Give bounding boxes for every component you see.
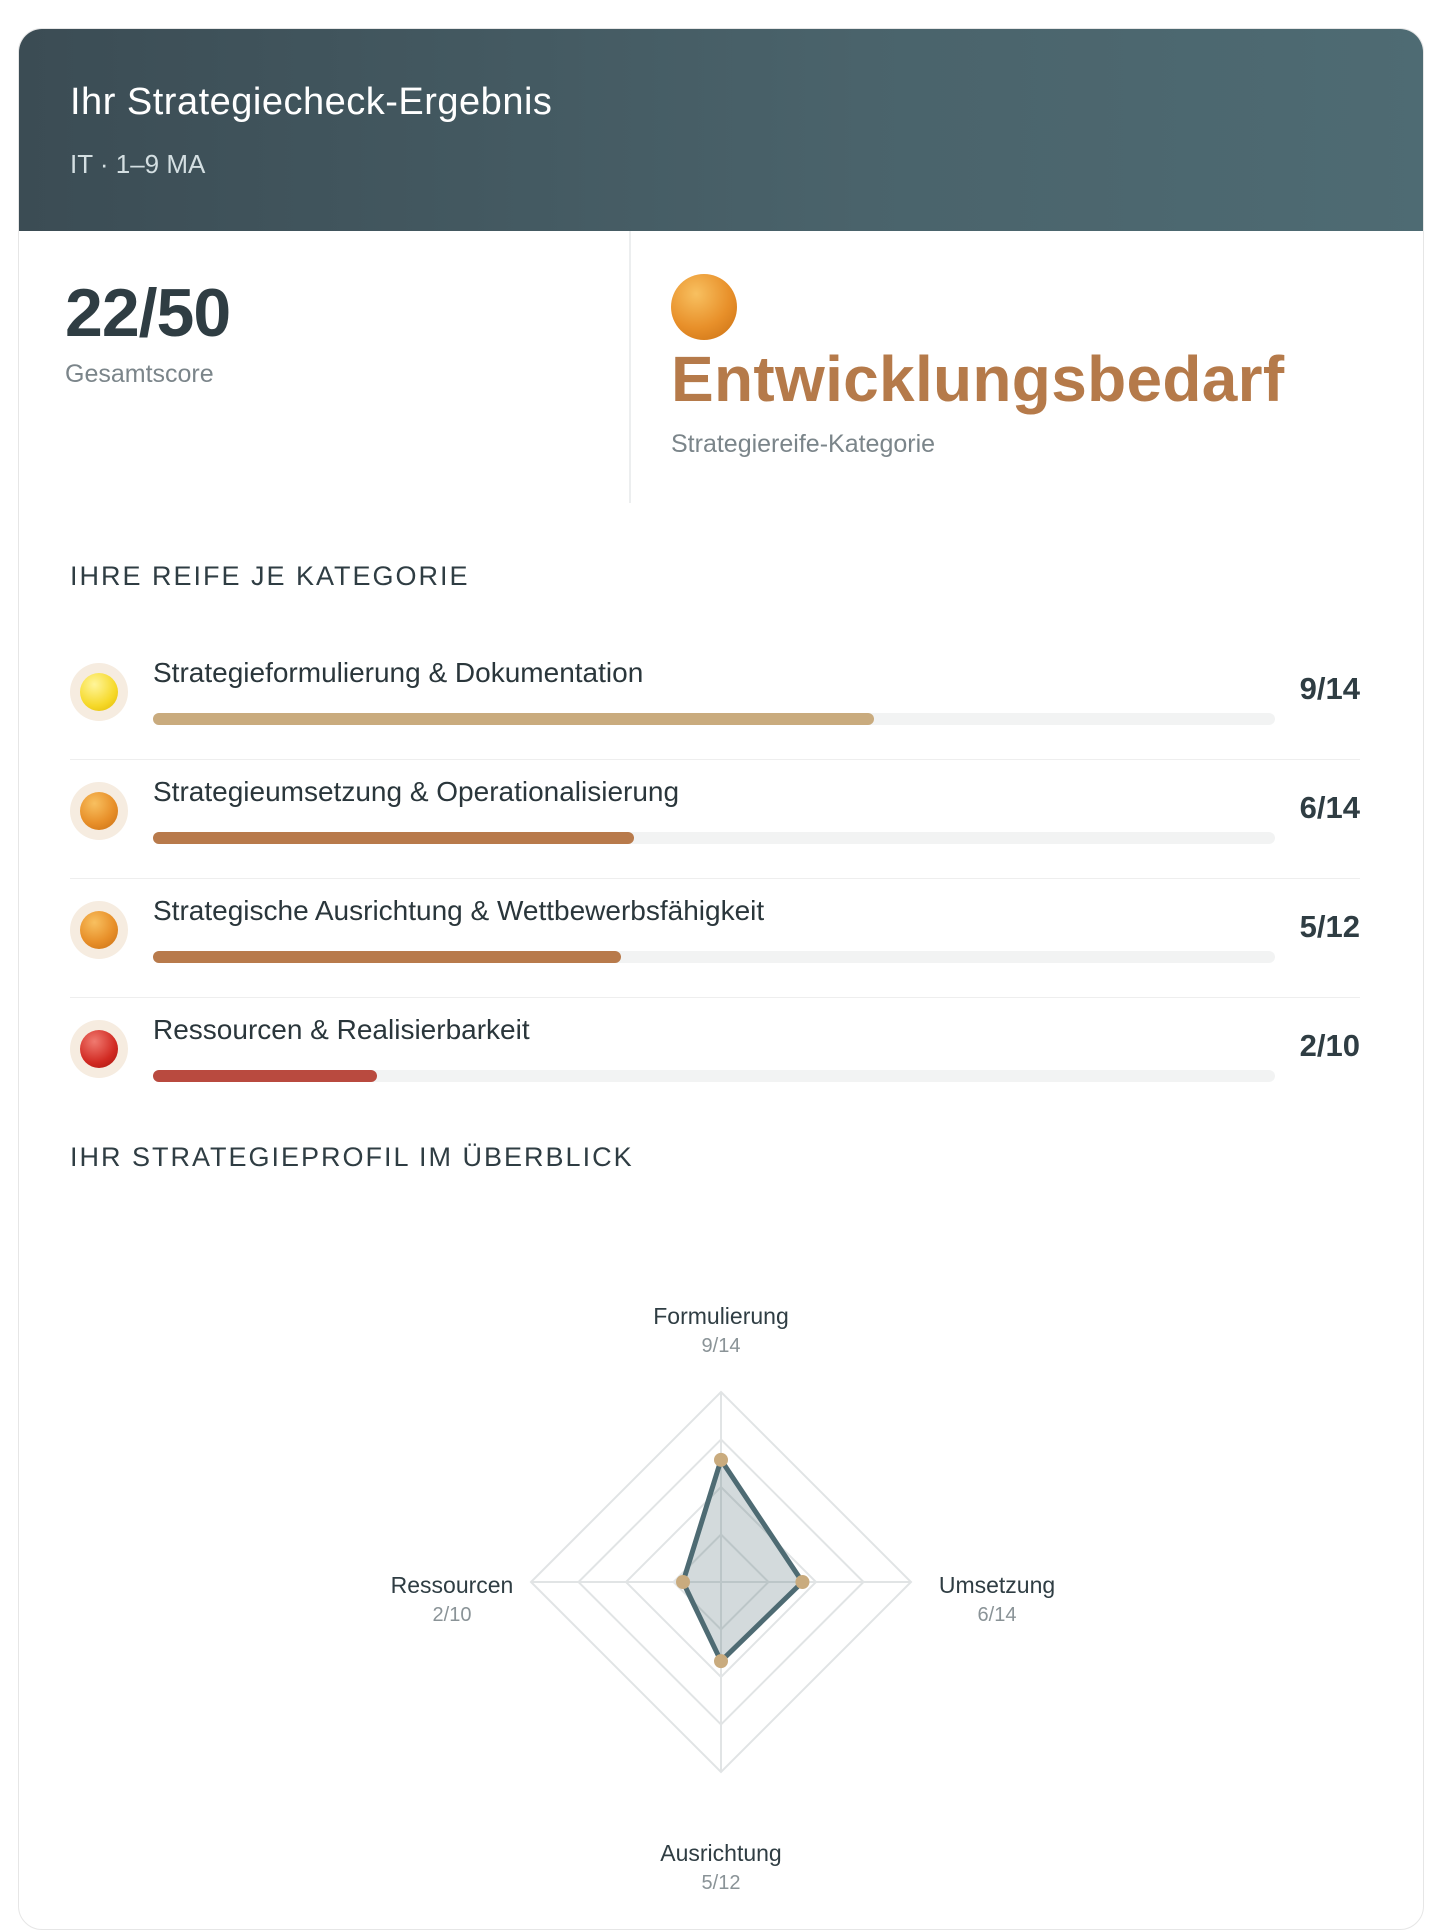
radar-axis-score: 6/14 [977, 1604, 1017, 1626]
categories-section-title: IHRE REIFE JE KATEGORIE [70, 561, 470, 591]
category-label: Ressourcen & Realisierbarkeit [153, 1014, 530, 1045]
radar-data-point [714, 1453, 728, 1467]
category-label: Strategieformulierung & Dokumentation [153, 657, 644, 688]
total-score-label: Gesamtscore [65, 360, 214, 388]
category-label: Strategische Ausrichtung & Wettbewerbsfähigkeit [153, 895, 765, 926]
strategy-radar-chart [19, 29, 1423, 1929]
radar-series-area [683, 1460, 802, 1661]
header-title: Ihr Strategiecheck-Ergebnis [70, 81, 553, 123]
category-label: Strategieumsetzung & Operationalisierung [153, 776, 680, 807]
radar-axis-score: 2/10 [432, 1604, 472, 1626]
category-score: 5/12 [1299, 909, 1360, 944]
radar-axis-label: Ressourcen [390, 1572, 514, 1598]
radar-data-point [676, 1575, 690, 1589]
category-score: 9/14 [1299, 671, 1360, 706]
radar-axis-score: 5/12 [701, 1872, 741, 1894]
maturity-level-title: Entwicklungsbedarf [671, 343, 1285, 415]
total-score-value: 22/50 [65, 275, 231, 351]
profile-section-title: IHR STRATEGIEPROFIL IM ÜBERBLICK [70, 1142, 634, 1172]
radar-data-point [795, 1575, 809, 1589]
result-card [18, 28, 1424, 1930]
radar-data-point [714, 1654, 728, 1668]
radar-axis-label: Umsetzung [938, 1572, 1056, 1598]
category-score: 2/10 [1299, 1028, 1360, 1063]
header-subtitle: IT · 1–9 MA [70, 149, 206, 179]
category-score: 6/14 [1299, 790, 1360, 825]
radar-axis-score: 9/14 [701, 1335, 741, 1357]
radar-axis-label: Ausrichtung [660, 1840, 782, 1866]
maturity-level-label: Strategiereife-Kategorie [671, 430, 936, 458]
radar-axis-label: Formulierung [653, 1303, 789, 1329]
